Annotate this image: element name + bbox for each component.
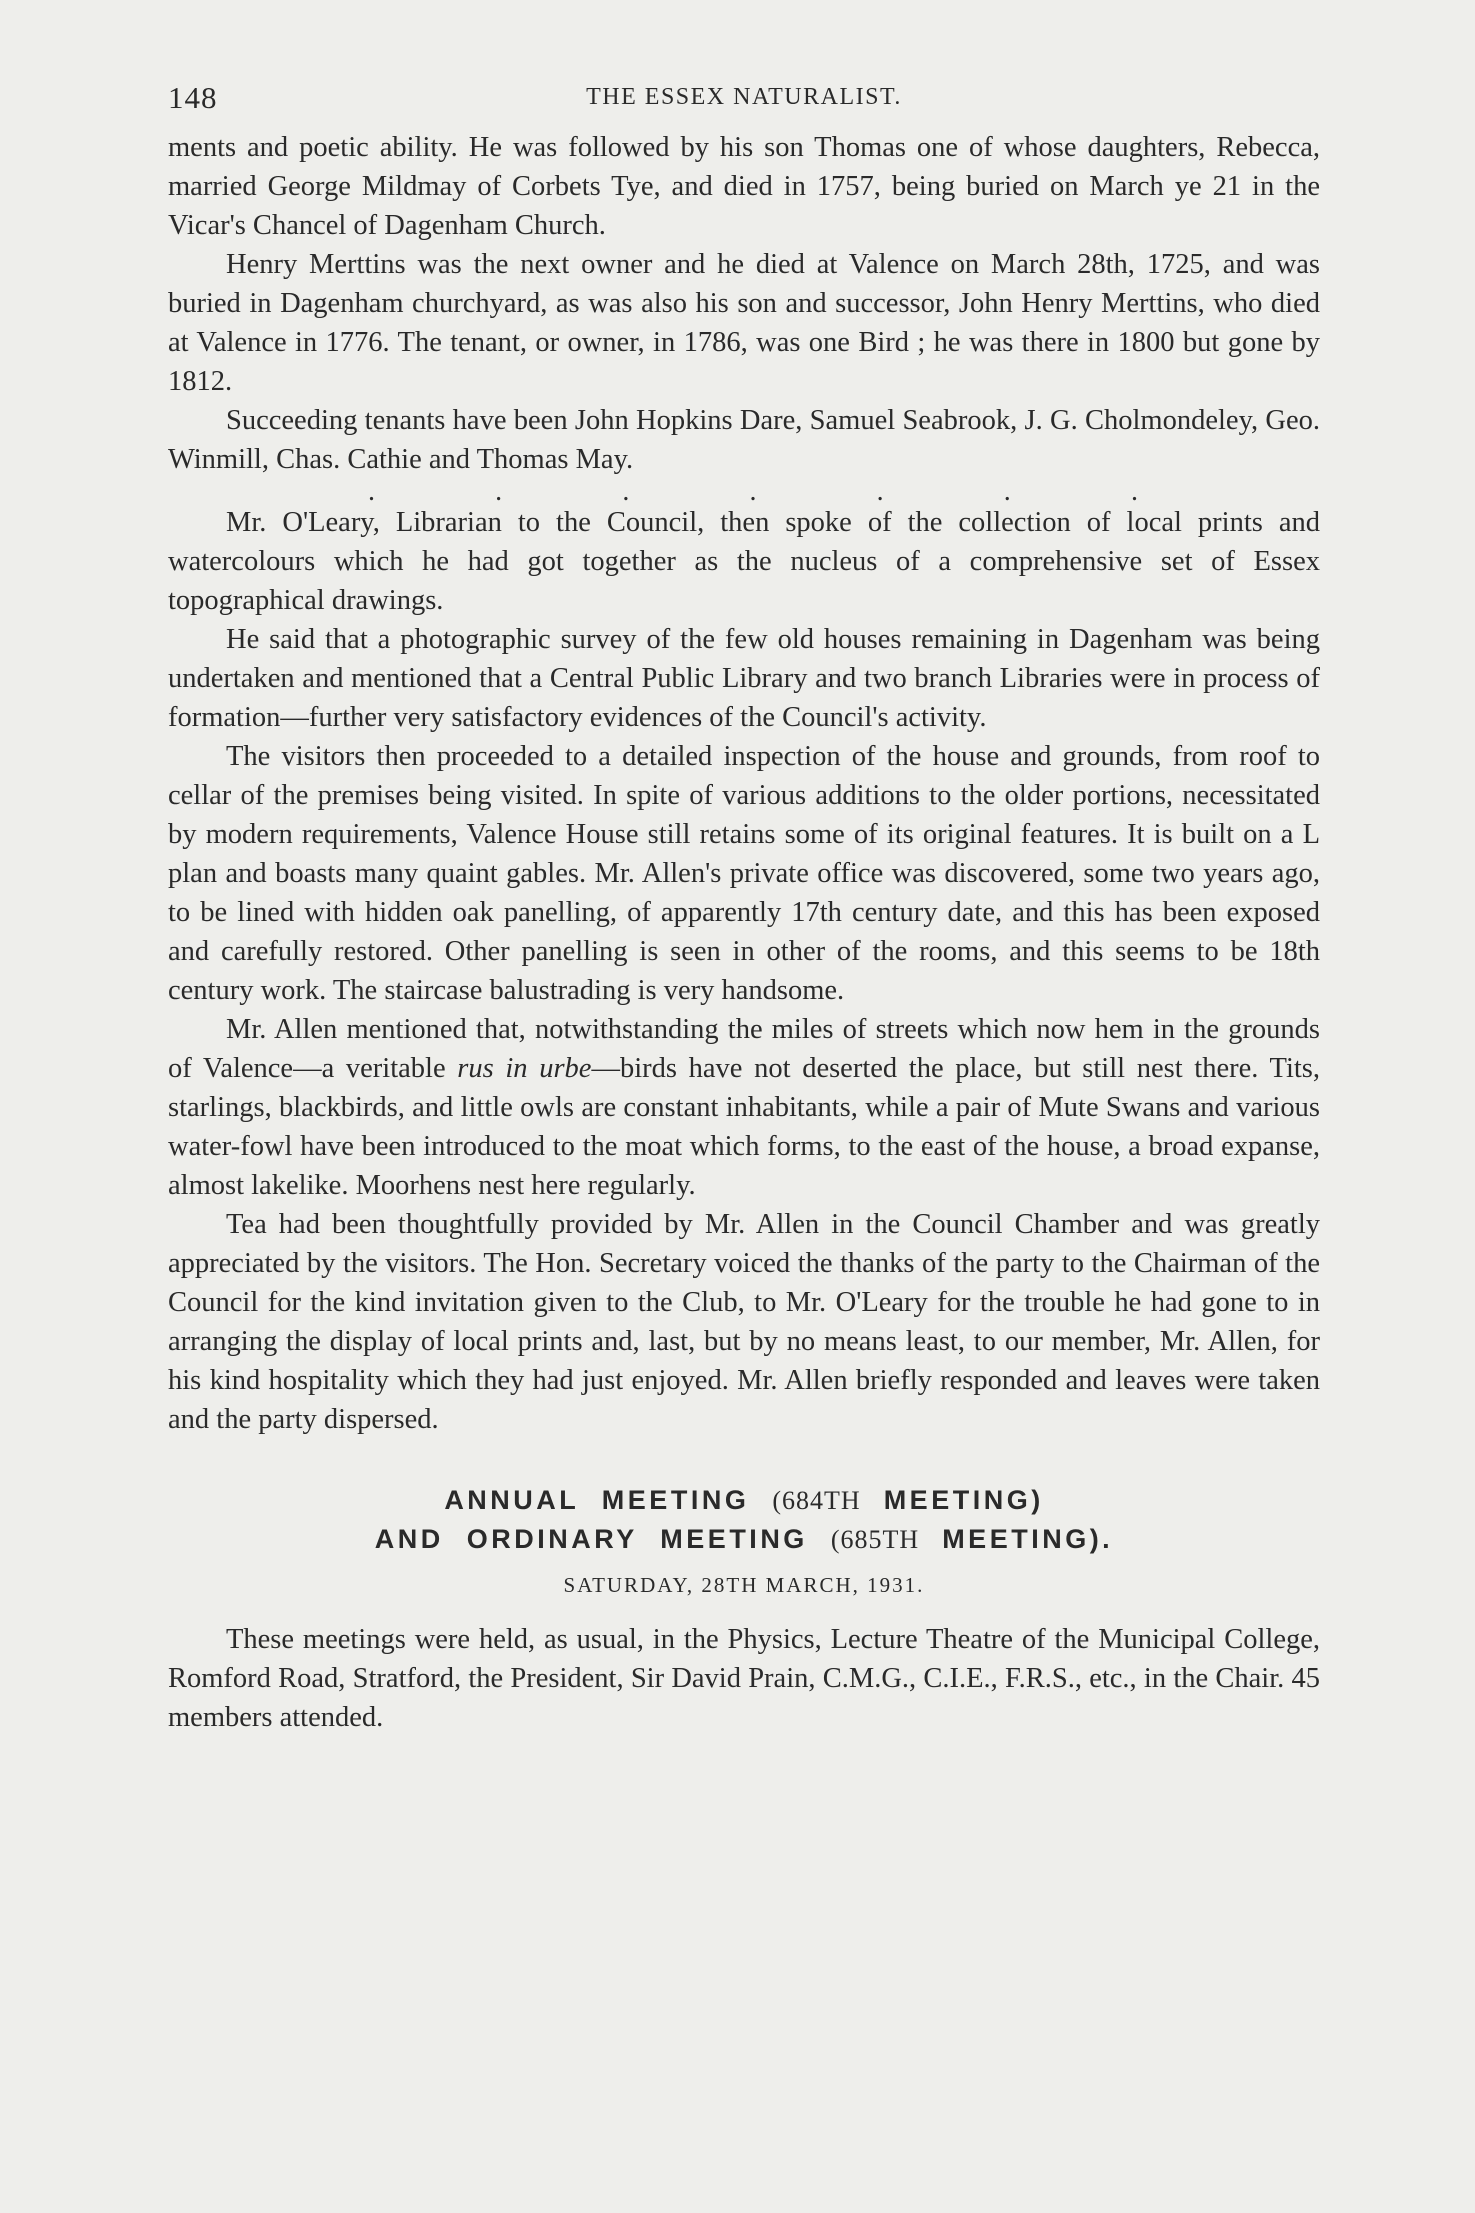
text-run: Mr. Allen mentioned that, notwithstanding the miles of streets which now hem in the grounds of Valence—a veritable: [168, 1014, 1320, 1084]
section-body: [168, 1620, 1320, 1737]
paragraph: These meetings were held, as usual, in the Physics, Lecture Theatre of the Municipal College, Romford Road, Stratford, the President, Sir David Prain, C.M.G., C.I.E., F.R.S., etc., in the Chair. 45 members attended.: [168, 1624, 1320, 1733]
section-heading-line: [168, 1520, 1320, 1559]
section-heading-line: [168, 1481, 1320, 1520]
paragraph: Succeeding tenants have been John Hopkins Dare, Samuel Seabrook, J. G. Cholmondeley, Geo. Winmill, Chas. Cathie and Thomas May.: [168, 405, 1320, 475]
heading-text: ANNUAL MEETING: [444, 1485, 750, 1515]
section-date: SATURDAY, 28TH MARCH, 1931.: [563, 1573, 925, 1597]
paragraph: Tea had been thoughtfully provided by Mr. Allen in the Council Chamber and was greatly appreciated by the visitors. The Hon. Secretary voiced the thanks of the party to the Chairman of the Council for the kind invitation given to the Club, to Mr. O'Leary for the trouble he had gone to in arranging the display of local prints and, last, but by no means least, to our member, Mr. Allen, for his kind hospitality which they had just enjoyed. Mr. Allen briefly responded and leaves were taken and the party dispersed.: [168, 1209, 1320, 1435]
body-text: [168, 128, 1320, 1439]
running-title: THE ESSEX NATURALIST.: [586, 84, 902, 110]
text-run: —birds have not deserted the place, but still nest there. Tits, starlings, blackbirds, and little owls are constant inhabitants, while a pair of Mute Swans and various water-fowl have been introduced to the moat which forms, to the east of the house, a broad expanse, almost lakelike. Moorhens nest here regularly.: [168, 1053, 1321, 1201]
paragraph: Mr. O'Leary, Librarian to the Council, then spoke of the collection of local prints and watercolours which he had got together as the nucleus of a comprehensive set of Essex topographical drawings.: [168, 507, 1320, 616]
heading-text: AND ORDINARY MEETING: [374, 1524, 808, 1554]
section-heading: [168, 1481, 1320, 1559]
paragraph: [168, 1010, 1320, 1205]
italic-phrase: rus in urbe: [457, 1053, 592, 1084]
paragraph: ments and poetic ability. He was followed by his son Thomas one of whose daughters, Rebecca, married George Mildmay of Corbets Tye, and died in 1757, being buried on March ye 21 in the Vicar's Chancel of Dagenham Church.: [168, 132, 1320, 241]
heading-text: MEETING).: [942, 1524, 1114, 1554]
heading-ordinal: (685TH: [830, 1525, 920, 1554]
heading-text: MEETING): [883, 1485, 1044, 1515]
page-header: [168, 72, 1320, 120]
paragraph: The visitors then proceeded to a detailed inspection of the house and grounds, from roof to cellar of the premises being visited. In spite of various additions to the older portions, necessitated by modern requirements, Valence House still retains some of its original features. It is built on a L plan and boasts many quaint gables. Mr. Allen's private office was discovered, some two years ago, to be lined with hidden oak panelling, of apparently 17th century date, and this has been exposed and carefully restored. Other panelling is seen in other of the rooms, and this seems to be 18th century work. The staircase balustrading is very handsome.: [168, 741, 1320, 1006]
page: [168, 72, 1320, 1737]
paragraph: He said that a photographic survey of the few old houses remaining in Dagenham was being undertaken and mentioned that a Central Public Library and two branch Libraries were in process of formation—further very satisfactory evidences of the Council's activity.: [168, 624, 1320, 733]
page-number: 148: [168, 80, 218, 115]
paragraph: Henry Merttins was the next owner and he died at Valence on March 28th, 1725, and was buried in Dagenham churchyard, as was also his son and successor, John Henry Merttins, who died at Valence in 1776. The tenant, or owner, in 1786, was one Bird ; he was there in 1800 but gone by 1812.: [168, 249, 1320, 397]
heading-ordinal: (684TH: [772, 1486, 861, 1515]
section-break-dots: . . . . . . .: [368, 476, 1138, 507]
